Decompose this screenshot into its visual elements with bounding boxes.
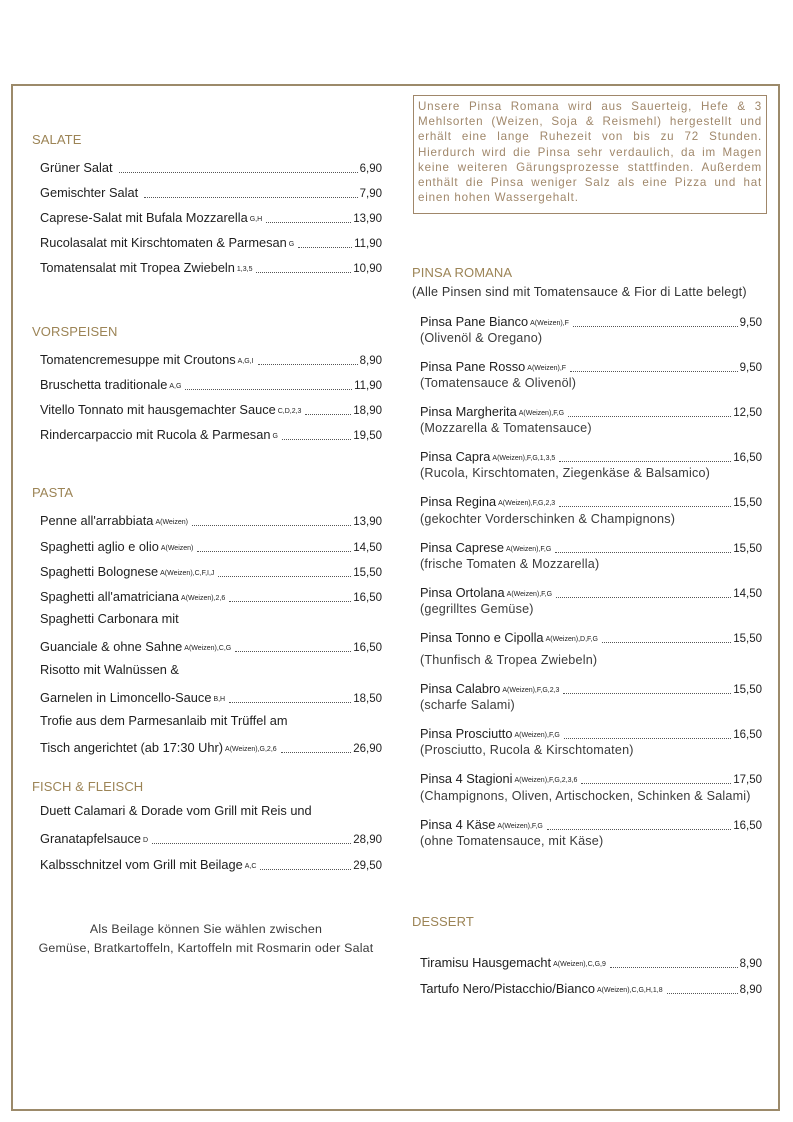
item-name: Pinsa Regina xyxy=(420,494,497,509)
item-price: 16,50 xyxy=(733,452,762,464)
item-price: 29,50 xyxy=(353,860,382,872)
dot-leader xyxy=(192,525,351,526)
item-price: 12,50 xyxy=(733,407,762,419)
item-name: Tomatencremesuppe mit Croutons xyxy=(40,352,236,367)
dot-leader xyxy=(281,752,352,753)
item-price: 19,50 xyxy=(353,430,382,442)
dot-leader xyxy=(266,222,351,223)
item-price: 16,50 xyxy=(733,820,762,832)
item-price: 16,50 xyxy=(733,729,762,741)
section-title-fisch-fleisch: FISCH & FLEISCH xyxy=(32,779,144,794)
item-price: 18,50 xyxy=(353,693,382,705)
menu-item xyxy=(40,852,382,872)
item-price: 14,50 xyxy=(353,542,382,554)
section-title-dessert: DESSERT xyxy=(412,914,474,929)
item-name: Tiramisu Hausgemacht xyxy=(420,955,552,970)
item-price: 28,90 xyxy=(353,834,382,846)
item-name: Guanciale & ohne Sahne xyxy=(40,639,183,654)
item-allergens: A(Weizen) xyxy=(155,519,188,526)
dot-leader xyxy=(298,247,352,248)
menu-item xyxy=(40,372,382,392)
dot-leader xyxy=(573,326,738,327)
item-price: 13,90 xyxy=(353,516,382,528)
beilage-note-line1: Als Beilage können Sie wählen zwischen xyxy=(89,922,323,936)
dot-leader xyxy=(144,197,357,198)
item-name: Granatapfelsauce xyxy=(40,831,142,846)
dot-leader xyxy=(570,371,738,372)
item-allergens: A(Weizen),F,G,2,3,6 xyxy=(514,777,578,784)
item-price: 6,90 xyxy=(359,163,382,175)
menu-item xyxy=(420,950,762,970)
item-price: 11,90 xyxy=(354,238,382,250)
dot-leader xyxy=(602,642,731,643)
menu-item xyxy=(420,625,762,645)
menu-item xyxy=(420,676,762,696)
item-allergens: A(Weizen),G,2,6 xyxy=(225,746,277,753)
item-name: Pinsa Prosciutto xyxy=(420,726,513,741)
item-name: Tartufo Nero/Pistacchio/Bianco xyxy=(420,981,595,996)
item-description: (ohne Tomatensauce, mit Käse) xyxy=(420,834,604,848)
dot-leader xyxy=(564,738,731,739)
dot-leader xyxy=(559,506,731,507)
dot-leader xyxy=(229,702,351,703)
pinsa-intro-text: Unsere Pinsa Romana wird aus Sauerteig, Hefe & 3 Mehlsorten (Weizen, Soja & Reismehl) hergestellt und erhält eine lange Ruhezeit von bis zu 72 Stunden. Hierdurch wird die Pinsa sehr verdaulich, da im Magen keine weiteren Gärungsprozesse stattfinden. Außerdem enthält die Pinsa weniger Salz als eine Pizza und hat einen hohen Wassergehalt. xyxy=(418,100,762,205)
item-allergens: A(Weizen),F,G xyxy=(514,732,560,739)
item-price: 15,50 xyxy=(733,684,762,696)
item-allergens: A,G,I xyxy=(237,358,254,365)
dot-leader xyxy=(260,869,351,870)
section-title-salate: SALATE xyxy=(32,132,82,147)
section-title-pasta: PASTA xyxy=(32,485,74,500)
item-description: (gegrilltes Gemüse) xyxy=(420,602,534,616)
menu-item xyxy=(420,535,762,555)
item-description: (Champignons, Oliven, Artischocken, Schinken & Salami) xyxy=(420,789,751,803)
item-name: Pinsa Capra xyxy=(420,449,491,464)
item-allergens: A(Weizen),F,G xyxy=(505,546,552,553)
menu-item xyxy=(40,397,382,417)
item-name: Spaghetti Bolognese xyxy=(40,564,159,579)
menu-item xyxy=(420,444,762,464)
item-description: (Olivenöl & Oregano) xyxy=(420,331,543,345)
item-allergens: G xyxy=(272,433,278,440)
dot-leader xyxy=(197,551,351,552)
dot-leader xyxy=(235,651,351,652)
dot-leader xyxy=(610,967,738,968)
item-description: (gekochter Vorderschinken & Champignons) xyxy=(420,512,676,526)
item-price: 15,50 xyxy=(353,567,382,579)
item-price: 26,90 xyxy=(353,743,382,755)
item-name: Spaghetti aglio e olio xyxy=(40,539,159,554)
item-name: Rindercarpaccio mit Rucola & Parmesan xyxy=(40,427,271,442)
dot-leader xyxy=(568,416,731,417)
menu-item xyxy=(40,508,382,528)
menu-item xyxy=(40,422,382,442)
item-price: 15,50 xyxy=(733,497,762,509)
dot-leader xyxy=(119,172,358,173)
item-allergens: A(Weizen),2,6 xyxy=(181,595,226,602)
item-price: 13,90 xyxy=(353,213,382,225)
item-name: Kalbsschnitzel vom Grill mit Beilage xyxy=(40,857,243,872)
menu-item xyxy=(420,489,762,509)
item-name: Pinsa Ortolana xyxy=(420,585,505,600)
item-name: Pinsa Calabro xyxy=(420,681,501,696)
item-name: Pinsa Tonno e Cipolla xyxy=(420,630,544,645)
item-allergens: A(Weizen),F,G xyxy=(506,591,553,598)
item-allergens: A(Weizen),F,G xyxy=(497,823,543,830)
menu-item xyxy=(40,205,382,225)
pinsa-note: (Alle Pinsen sind mit Tomatensauce & Fior di Latte belegt) xyxy=(412,285,747,299)
item-allergens: A,C xyxy=(244,863,257,870)
menu-item xyxy=(420,976,762,996)
item-price: 15,50 xyxy=(733,633,762,645)
menu-item xyxy=(40,534,382,554)
item-name: Spaghetti all'amatriciana xyxy=(40,589,180,604)
menu-item xyxy=(420,721,762,741)
menu-item xyxy=(420,309,762,329)
menu-item xyxy=(40,685,382,705)
item-allergens: A(Weizen),C,G,9 xyxy=(553,961,606,968)
item-allergens: 1,3,5 xyxy=(236,266,253,273)
menu-item xyxy=(420,766,762,786)
item-allergens: A(Weizen),C,G xyxy=(184,645,232,652)
item-description: (Prosciutto, Rucola & Kirschtomaten) xyxy=(420,743,634,757)
item-name: Penne all'arrabbiata xyxy=(40,513,154,528)
item-allergens: B,H xyxy=(213,696,226,703)
item-name: Rucolasalat mit Kirschtomaten & Parmesan xyxy=(40,235,287,250)
item-name: Pinsa 4 Stagioni xyxy=(420,771,513,786)
dot-leader xyxy=(667,993,738,994)
item-name: Gemischter Salat xyxy=(40,185,139,200)
item-name: Tomatensalat mit Tropea Zwiebeln xyxy=(40,260,235,275)
item-name: Pinsa Margherita xyxy=(420,404,517,419)
menu-item xyxy=(40,180,382,200)
item-name: Tisch angerichtet (ab 17:30 Uhr) xyxy=(40,740,224,755)
menu-item xyxy=(420,812,762,832)
item-allergens: A(Weizen) xyxy=(160,545,194,552)
item-price: 16,50 xyxy=(353,642,382,654)
item-allergens: A(Weizen),C,F,I,J xyxy=(160,570,215,577)
item-allergens: A(Weizen),F xyxy=(527,365,567,372)
item-price: 15,50 xyxy=(733,543,762,555)
menu-item xyxy=(420,399,762,419)
item-allergens: C,D,2,3 xyxy=(277,408,302,415)
item-price: 8,90 xyxy=(739,984,762,996)
menu-item xyxy=(40,735,382,755)
item-price: 9,50 xyxy=(739,362,762,374)
item-price: 9,50 xyxy=(739,317,762,329)
item-allergens: A(Weizen),F,G,2,3 xyxy=(498,500,556,507)
item-allergens: A,G xyxy=(169,383,182,390)
item-allergens: A(Weizen),D,F,G xyxy=(545,636,598,643)
item-name: Grüner Salat xyxy=(40,160,113,175)
item-name: Garnelen in Limoncello-Sauce xyxy=(40,690,212,705)
menu-item xyxy=(40,826,382,846)
item-price: 11,90 xyxy=(354,380,382,392)
item-name: Vitello Tonnato mit hausgemachter Sauce xyxy=(40,402,276,417)
item-name: Caprese-Salat mit Bufala Mozzarella xyxy=(40,210,248,225)
dot-leader xyxy=(256,272,351,273)
item-allergens: A(Weizen),F,G,2,3 xyxy=(502,687,560,694)
item-name: Bruschetta traditionale xyxy=(40,377,168,392)
dot-leader xyxy=(282,439,351,440)
item-allergens: G xyxy=(288,241,295,248)
item-allergens: G,H xyxy=(249,216,263,223)
menu-item xyxy=(40,347,382,367)
dot-leader xyxy=(559,461,731,462)
pinsa-intro-box xyxy=(413,95,767,214)
item-price: 8,90 xyxy=(359,355,382,367)
dot-leader xyxy=(258,364,358,365)
beilage-note xyxy=(28,920,384,958)
item-price: 17,50 xyxy=(733,774,762,786)
item-description: (Thunfisch & Tropea Zwiebeln) xyxy=(420,653,598,667)
item-description: (scharfe Salami) xyxy=(420,698,515,712)
item-name: Pinsa Pane Rosso xyxy=(420,359,526,374)
menu-item xyxy=(40,634,382,654)
item-allergens: A(Weizen),F xyxy=(530,320,569,327)
item-name-line1: Spaghetti Carbonara mit xyxy=(40,611,179,626)
item-price: 18,90 xyxy=(353,405,382,417)
item-price: 7,90 xyxy=(359,188,382,200)
item-allergens: D xyxy=(143,837,149,844)
item-price: 10,90 xyxy=(353,263,382,275)
item-name-line1: Risotto mit Walnüssen & xyxy=(40,662,179,677)
dot-leader xyxy=(581,783,731,784)
menu-item xyxy=(420,580,762,600)
dot-leader xyxy=(185,389,352,390)
item-description: (Rucola, Kirschtomaten, Ziegenkäse & Balsamico) xyxy=(420,466,711,480)
dot-leader xyxy=(555,552,731,553)
item-description: (frische Tomaten & Mozzarella) xyxy=(420,557,600,571)
item-allergens: A(Weizen),F,G,1,3,5 xyxy=(492,455,556,462)
item-name: Pinsa Caprese xyxy=(420,540,504,555)
dot-leader xyxy=(152,843,351,844)
item-name: Pinsa 4 Käse xyxy=(420,817,496,832)
item-price: 8,90 xyxy=(739,958,762,970)
item-name-line1: Trofie aus dem Parmesanlaib mit Trüffel am xyxy=(40,713,288,728)
section-title-pinsa: PINSA ROMANA xyxy=(412,265,513,280)
dot-leader xyxy=(229,601,351,602)
dot-leader xyxy=(218,576,351,577)
menu-item xyxy=(40,255,382,275)
item-description: (Mozzarella & Tomatensauce) xyxy=(420,421,592,435)
dot-leader xyxy=(563,693,731,694)
menu-item xyxy=(420,354,762,374)
beilage-note-line2: Gemüse, Bratkartoffeln, Kartoffeln mit Rosmarin oder Salat xyxy=(38,941,374,955)
item-allergens: A(Weizen),F,G xyxy=(518,410,565,417)
menu-item xyxy=(40,230,382,250)
section-title-vorspeisen: VORSPEISEN xyxy=(32,324,118,339)
item-price: 14,50 xyxy=(733,588,762,600)
item-description: (Tomatensauce & Olivenöl) xyxy=(420,376,577,390)
dot-leader xyxy=(547,829,731,830)
dot-leader xyxy=(305,414,351,415)
item-name-line1: Duett Calamari & Dorade vom Grill mit Reis und xyxy=(40,803,312,818)
menu-item xyxy=(40,584,382,604)
item-allergens: A(Weizen),C,G,H,1,8 xyxy=(596,987,663,994)
item-price: 16,50 xyxy=(353,592,382,604)
menu-item xyxy=(40,155,382,175)
menu-item xyxy=(40,559,382,579)
item-name: Pinsa Pane Bianco xyxy=(420,314,529,329)
dot-leader xyxy=(556,597,731,598)
